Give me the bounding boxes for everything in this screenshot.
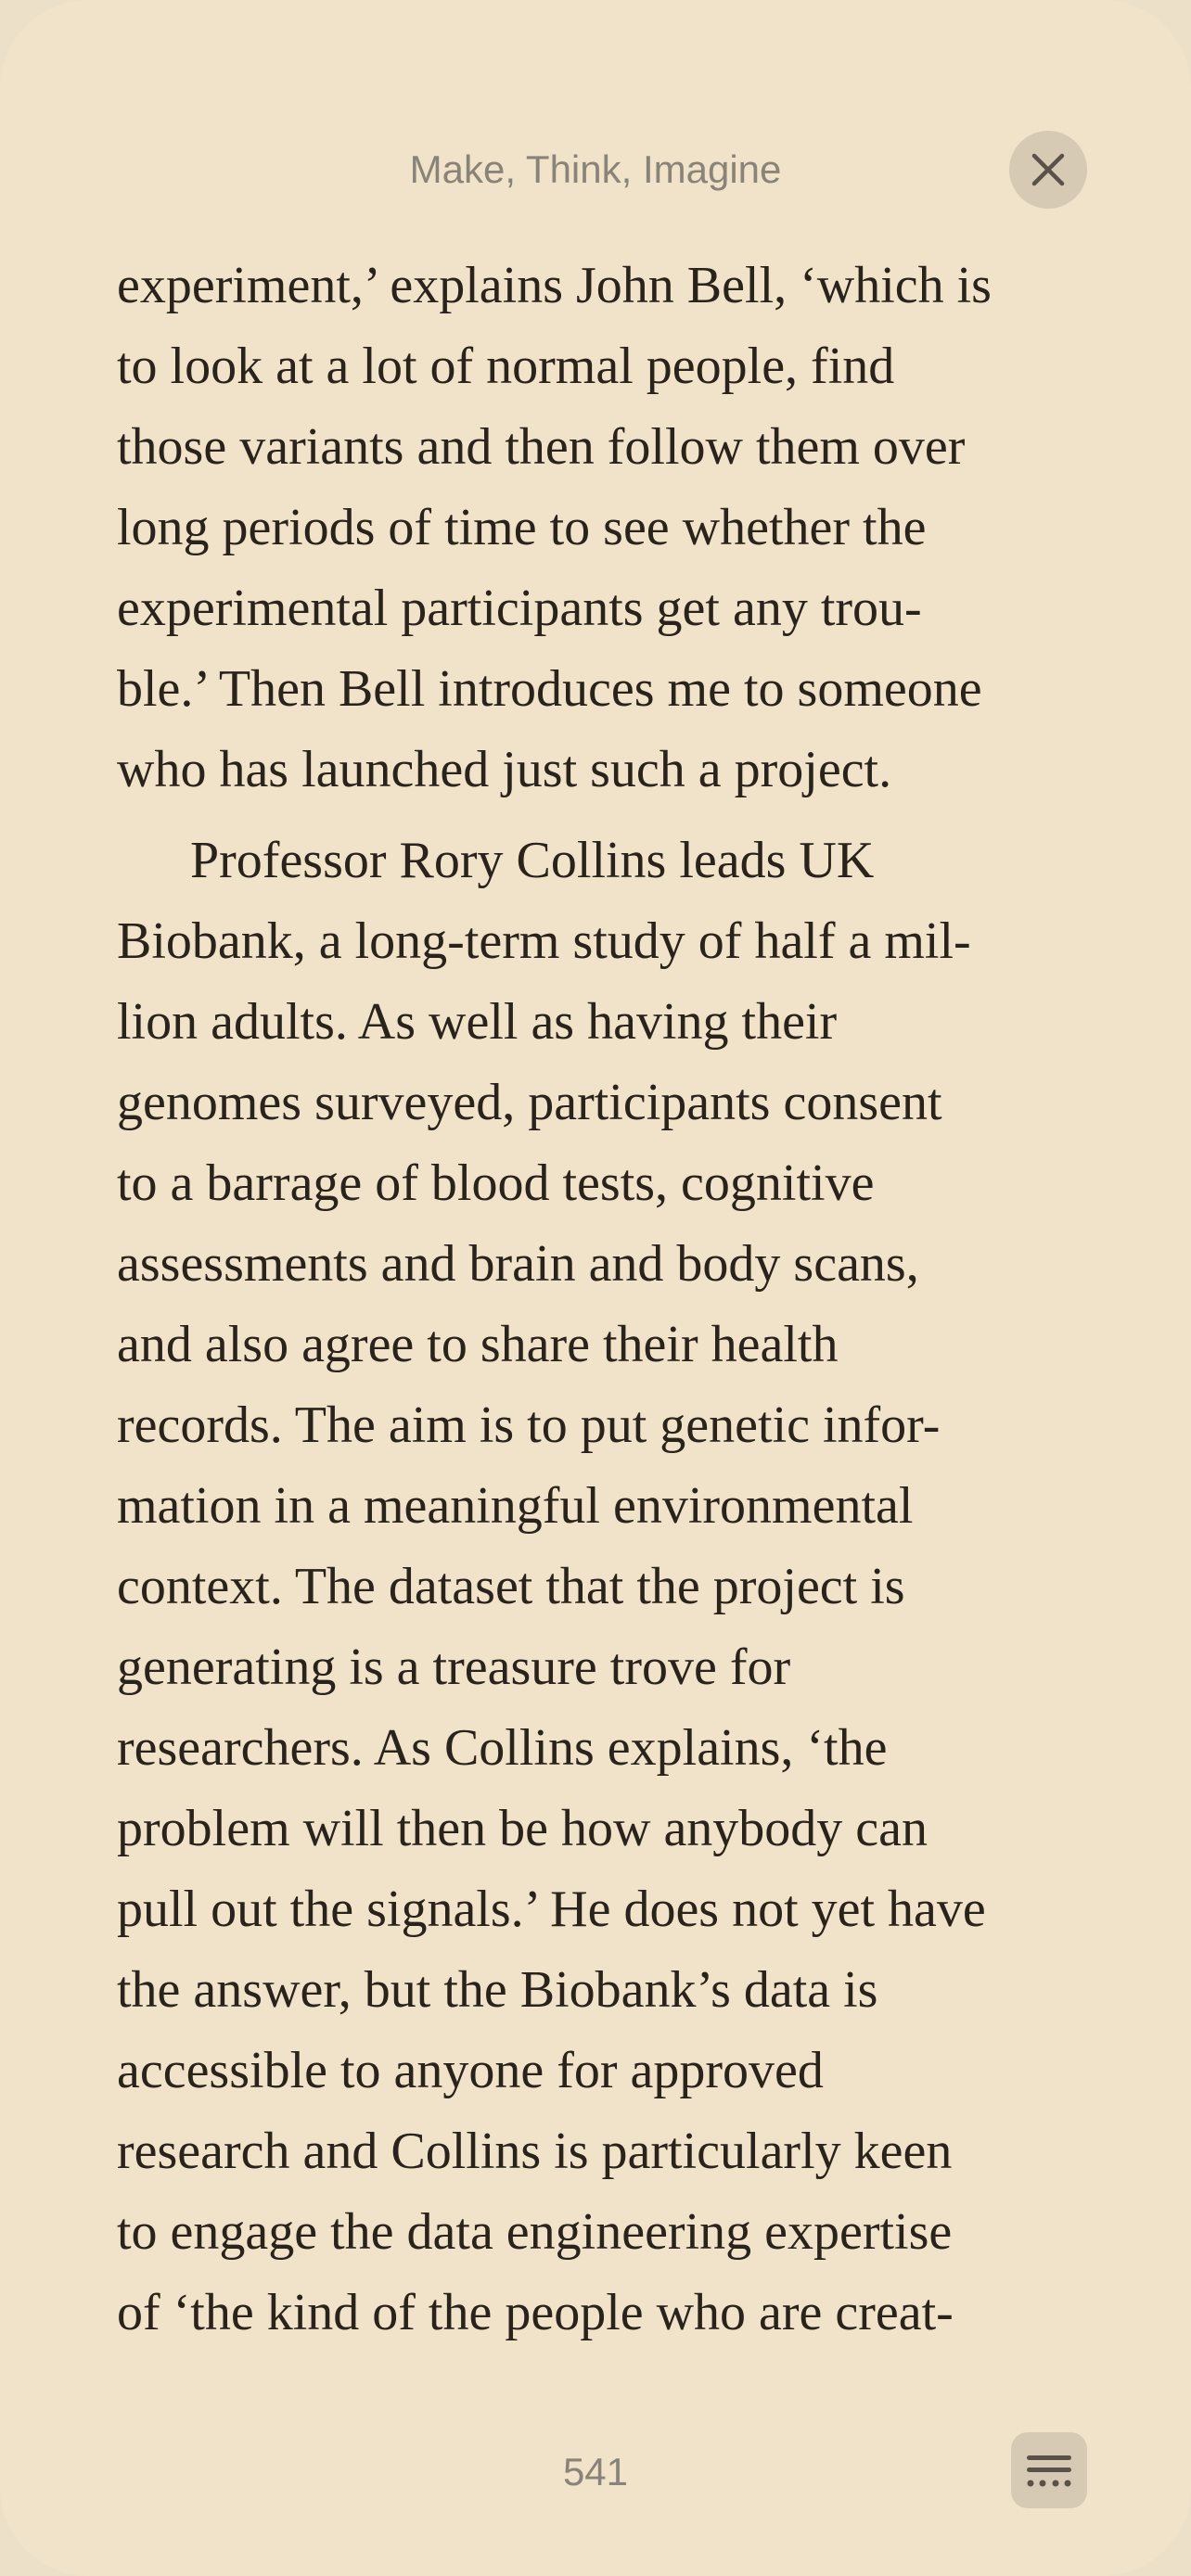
- text-line: to look at a lot of normal people, find: [117, 338, 895, 395]
- paragraph: [117, 821, 1082, 2353]
- close-button[interactable]: [1009, 131, 1087, 209]
- text-line: records. The aim is to put genetic infor-: [117, 1396, 941, 1454]
- text-line: accessible to anyone for approved: [117, 2042, 824, 2099]
- text-line: the answer, but the Biobank’s data is: [117, 1961, 878, 2019]
- text-line: researchers. As Collins explains, ‘the: [117, 1719, 888, 1777]
- text-line: long periods of time to see whether the: [117, 499, 927, 556]
- text-line: lion adults. As well as having their: [117, 993, 838, 1051]
- text-line: generating is a treasure trove for: [117, 1639, 791, 1696]
- text-line: assessments and brain and body scans,: [117, 1235, 919, 1293]
- book-title: Make, Think, Imagine: [409, 147, 782, 191]
- text-line: experiment,’ explains John Bell, ‘which is: [117, 257, 992, 314]
- paragraph: [117, 246, 1082, 810]
- text-line: and also agree to share their health: [117, 1316, 839, 1373]
- text-line: problem will then be how anybody can: [117, 1800, 928, 1857]
- text-line: context. The dataset that the project is: [117, 1558, 905, 1615]
- text-line: pull out the signals.’ He does not yet have: [117, 1881, 986, 1938]
- close-icon: [1030, 151, 1067, 188]
- text-line: who has launched just such a project.: [117, 741, 892, 798]
- text-line: mation in a meaningful environmental: [117, 1477, 914, 1535]
- text-line: those variants and then follow them over: [117, 418, 966, 476]
- text-line: of ‘the kind of the people who are creat-: [117, 2284, 954, 2341]
- text-line: to a barrage of blood tests, cognitive: [117, 1154, 875, 1212]
- text-line: Professor Rory Collins leads UK: [190, 832, 875, 889]
- text-line: genomes surveyed, participants consent: [117, 1074, 942, 1131]
- text-line: research and Collins is particularly keen: [117, 2123, 953, 2180]
- book-text: [117, 246, 1082, 2353]
- text-line: Biobank, a long-term study of half a mil-: [117, 912, 971, 970]
- reader-menu-icon: [1025, 2450, 1073, 2491]
- reader-menu-button[interactable]: [1011, 2432, 1087, 2508]
- page-number: 541: [562, 2450, 629, 2493]
- text-line: ble.’ Then Bell introduces me to someone: [117, 660, 982, 718]
- text-line: experimental participants get any trou-: [117, 580, 922, 637]
- text-line: to engage the data engineering expertise: [117, 2203, 953, 2261]
